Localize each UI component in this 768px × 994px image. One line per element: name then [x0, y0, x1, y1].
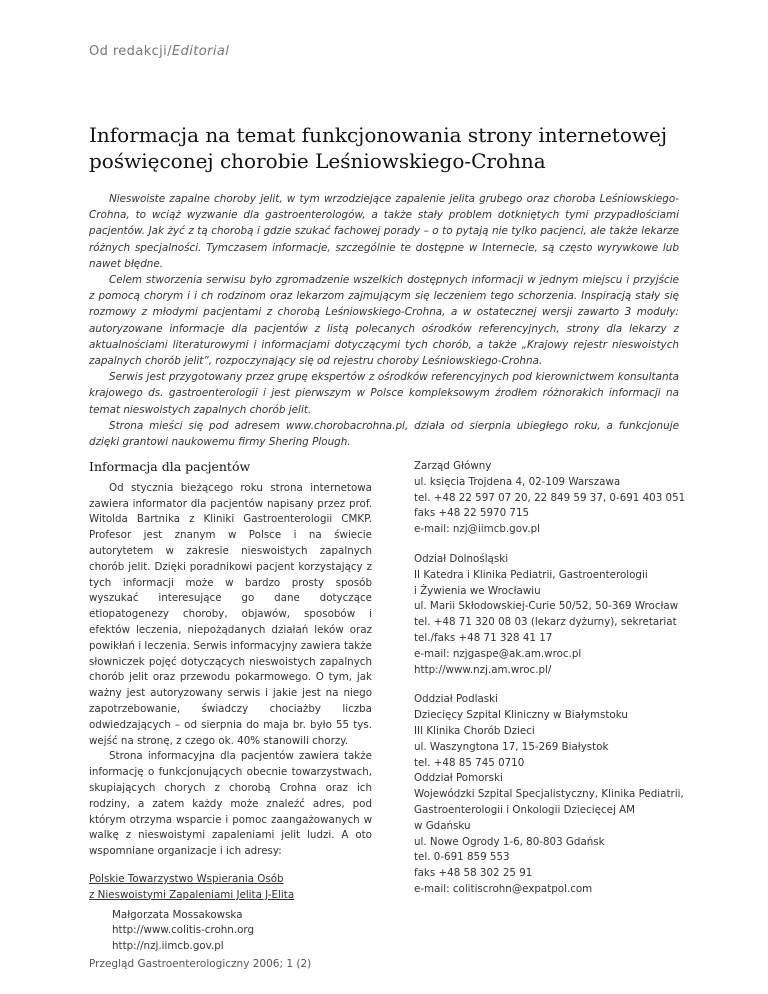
email-link[interactable]: e-mail: colitiscrohn@expatpol.com: [414, 882, 593, 895]
address-line: faks +48 22 5970 715: [414, 507, 530, 520]
address-line: ul. księcia Trojdena 4, 02-109 Warszawa: [414, 475, 621, 488]
address-line: tel. 0-691 859 553: [414, 851, 510, 864]
address-line: ul. Waszyngtona 17, 15-269 Białystok: [414, 740, 609, 753]
address-line: tel. +48 22 597 07 20, 22 849 59 37, 0-691 403 051: [414, 491, 686, 504]
address-line: Gastroenterologii i Onkologii Dziecięcej AM: [414, 803, 636, 816]
address-block-zarzad: [414, 459, 704, 538]
organization-title-line: Polskie Towarzystwo Wspierania Osób: [89, 872, 284, 885]
section-label: [89, 44, 229, 59]
email-link[interactable]: e-mail: nzj@iimcb.gov.pl: [414, 523, 540, 536]
body-paragraph: Strona informacyjna dla pacjentów zawiera także informację o funkcjonujących obecnie towarzystwach, skupiających chorych z chorobą Crohna oraz ich rodziny, a zatem każdy może znaleźć adres, pod którym otrzyma wsparcie i pomoc zaangażowanych w walkę z nieswoistymi zapaleniami jelit ludzi. A oto wspomniane organizacje i ich adresy:: [89, 750, 372, 858]
contact-person: Małgorzata Mossakowska: [112, 908, 243, 921]
abstract: [89, 191, 679, 450]
journal-footer: Przegląd Gastroenterologiczny 2006; 1 (2): [89, 958, 312, 970]
website-link[interactable]: http://www.nzj.am.wroc.pl/: [414, 663, 552, 676]
address-line: II Katedra i Klinika Pediatrii, Gastroenterologii: [414, 568, 648, 581]
organization-title: [89, 872, 372, 904]
organization-details: [89, 908, 372, 955]
article-title: Informacja na temat funkcjonowania strony internetowej poświęconej chorobie Leśniowskiego-Crohna: [89, 123, 668, 173]
address-line: w Gdańsku: [414, 819, 471, 832]
address-line: faks +48 58 302 25 91: [414, 867, 533, 880]
address-block-dolnoslaski: [414, 552, 704, 678]
section-heading: Informacja dla pacjentów: [89, 459, 251, 474]
address-line: Oddział Podlaski: [414, 693, 498, 706]
body-paragraph: Od stycznia bieżącego roku strona internetowa zawiera informator dla pacjentów napisany przez prof. Witolda Bartnika z Kliniki Gastroenterologii CMKP. Profesor jest znanym w Polsce i na świecie autorytetem w zakresie nieswoistych zapalnych chorób jelit. Dzięki poradnikowi pacjent korzystający z tych informacji może w bardzo prosty sposób wyszukać interesujące go dane dotyczące etiopatogenezy choroby, objawów, sposobów i efektów leczenia, niepożądanych działań leków oraz powikłań i leczenia. Serwis informacyjny zawiera także słowniczek pojęć dotyczących nieswoistych zapalnych chorób jelit oraz przewodu pokarmowego. O tym, jak ważny jest autoryzowany serwis i jakie jest na niego zapotrzebowanie, świadczy chociażby liczba odwiedzających – od sierpnia do maja br. było 55 tys. wejść na stronę, z czego ok. 40% stanowili chorzy.: [89, 481, 372, 747]
address-line: tel. +48 85 745 0710: [414, 756, 525, 769]
right-column: [414, 459, 704, 912]
abstract-paragraph: Serwis jest przygotowany przez grupę ekspertów z ośrodków referencyjnych pod kierownictwem konsultanta krajowego ds. gastroenterologii i jest pierwszym w Polsce kompleksowym źrodłem różnorakich informacji na temat nieswoistych zapalnych chorób jelit.: [89, 371, 679, 416]
address-line: ul. Nowe Ogrody 1-6, 80-803 Gdańsk: [414, 835, 605, 848]
website-link[interactable]: http://nzj.iimcb.gov.pl: [112, 940, 224, 953]
address-line: Odział Dolnośląski: [414, 552, 509, 565]
organization-title-line: z Nieswoistymi Zapaleniami Jelita J-Elita: [89, 888, 295, 901]
address-block-podlaski-pomorski: [414, 692, 704, 897]
address-line: Dziecięcy Szpital Kliniczny w Białymstoku: [414, 709, 628, 722]
abstract-paragraph: Strona mieści się pod adresem www.chorobacrohna.pl, działa od sierpnia ubiegłego roku, a funkcjonuje dzięki grantowi naukowemu firmy Shering Plough.: [89, 419, 679, 449]
address-line: Wojewódzki Szpital Specjalistyczny, Klinika Pediatrii,: [414, 788, 684, 801]
email-link[interactable]: e-mail: nzjgaspe@ak.am.wroc.pl: [414, 647, 582, 660]
website-link[interactable]: http://www.colitis-crohn.org: [112, 924, 254, 937]
address-line: tel. +48 71 320 08 03 (lekarz dyżurny), sekretariat: [414, 616, 677, 629]
address-line: Zarząd Główny: [414, 460, 492, 472]
address-line: III Klinika Chorób Dzieci: [414, 724, 535, 737]
abstract-paragraph: Nieswoiste zapalne choroby jelit, w tym wrzodziejące zapalenie jelita grubego oraz choroba Leśniowskiego-Crohna, to wciąż wyzwanie dla gastroenterologów, a także stały problem dotkniętych tymi przypadłościami pacjentów. Jak żyć z tą chorobą i gdzie szukać fachowej porady – o to pytają nie tylko pacjenci, ale także lekarze różnych specjalności. Tymczasem informacje, szczególnie te dostępne w Internecie, są często wyrywkowe lub nawet błędne.: [89, 193, 679, 270]
address-line: Oddział Pomorski: [414, 772, 503, 785]
address-line: ul. Marii Skłodowskiej-Curie 50/52, 50-369 Wrocław: [414, 600, 679, 613]
section-label-en: Editorial: [171, 44, 230, 59]
abstract-paragraph: Celem stworzenia serwisu było zgromadzenie wszelkich dostępnych informacji w jednym miejscu i przyjście z pomocą chorym i i ch rodzinom oraz lekarzom zajmującym się leczeniem tego schorzenia. Inspiracją stały się rozmowy z młodymi pacjentami z chorobą Leśniowskiego-Crohna, a w ostatecznej wersji zawarto 3 moduły: autoryzowane informacje dla pacjentów z listą polecanych ośrodków referencyjnych, strony dla lekarzy z aktualnościami literaturowymi i informacjami dotyczącymi tych chorób, a także „Krajowy rejestr nieswoistych zapalnych chorób jelit”, rozpoczynający się od rejestru choroby Leśniowskiego-Crohna.: [89, 274, 679, 368]
address-line: i Żywienia we Wrocławiu: [414, 584, 541, 597]
left-column: [89, 459, 372, 955]
address-line: tel./faks +48 71 328 41 17: [414, 631, 553, 644]
section-label-pl: Od redakcji/: [89, 44, 172, 59]
